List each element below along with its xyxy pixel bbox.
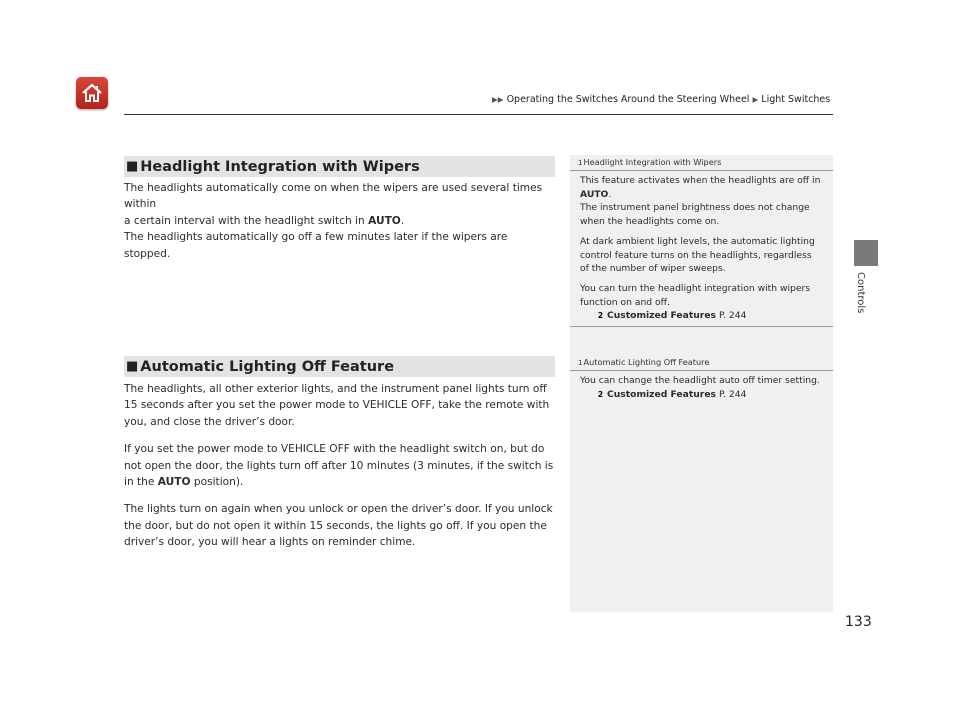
body-paragraph: The headlights, all other exterior lights, and the instrument panel lights turn off 15 seconds after you set the power mode to VEHICLE OFF, take the remote with you, and close the driver’s door. (124, 383, 550, 428)
body-paragraph: The lights turn on again when you unlock or open the driver’s door. If you unlock the door, but do not open it within 15 seconds, the lights go off. If you open the driver’s door, you will hear a lights on reminder chime. (124, 503, 553, 549)
note-wipers (570, 155, 833, 327)
breadcrumb-arrow-icon: ▶ (752, 95, 759, 104)
note-paragraph: This feature activates when the headlights are off in AUTO. The instrument panel brightness does not change when the headlights come on. (580, 175, 821, 228)
section-body-auto-off (124, 381, 556, 551)
section-heading-auto-off (124, 356, 555, 377)
home-icon (81, 83, 103, 103)
note-auto-off (570, 355, 833, 401)
reference-arrow-icon: 2 (597, 311, 604, 321)
customized-features-link[interactable]: 2 Customized Features P. 244 (597, 388, 747, 400)
breadcrumb-arrow-icon: ▶▶ (492, 95, 504, 104)
note-body (570, 171, 833, 323)
breadcrumb (492, 94, 833, 105)
note-body (570, 371, 833, 401)
section-body-wipers (124, 180, 556, 262)
header-divider (124, 114, 833, 115)
breadcrumb-item-page[interactable]: Light Switches (761, 94, 831, 105)
body-line: The headlights automatically go off a few minutes later if the wipers are stopped. (124, 231, 508, 260)
body-paragraph: If you set the power mode to VEHICLE OFF with the headlight switch on, but do not open the door, the lights turn off after 10 minutes (3 minutes, if the switch is in the AUTO position). (124, 443, 554, 489)
section-title: Headlight Integration with Wipers (140, 158, 420, 175)
square-bullet-icon: ■ (126, 159, 139, 174)
body-line: The headlights automatically come on when the wipers are used several times within (124, 182, 543, 211)
customized-features-link[interactable]: 2 Customized Features P. 244 (597, 310, 747, 322)
note-paragraph: You can turn the headlight integration with wipers function on and off. (580, 282, 811, 308)
note-divider (570, 326, 833, 327)
page-number: 133 (845, 614, 872, 630)
note-title: 1Headlight Integration with Wipers (570, 155, 833, 171)
note-title: 1Automatic Lighting Off Feature (570, 355, 833, 371)
reference-arrow-icon: 2 (597, 389, 604, 399)
breadcrumb-item-section[interactable]: Operating the Switches Around the Steering Wheel (506, 94, 750, 105)
body-line: a certain interval with the headlight switch in AUTO. (124, 214, 405, 227)
chapter-tab[interactable] (854, 240, 878, 266)
home-button[interactable] (76, 77, 108, 109)
note-paragraph: At dark ambient light levels, the automatic lighting control feature turns on the headlights, regardless of the number of wiper sweeps. (580, 235, 815, 275)
square-bullet-icon: ■ (126, 359, 139, 374)
chapter-label: Controls (855, 272, 866, 314)
note-paragraph: You can change the headlight auto off timer setting. (580, 375, 820, 386)
section-title: Automatic Lighting Off Feature (140, 358, 395, 375)
section-heading-wipers (124, 156, 555, 177)
